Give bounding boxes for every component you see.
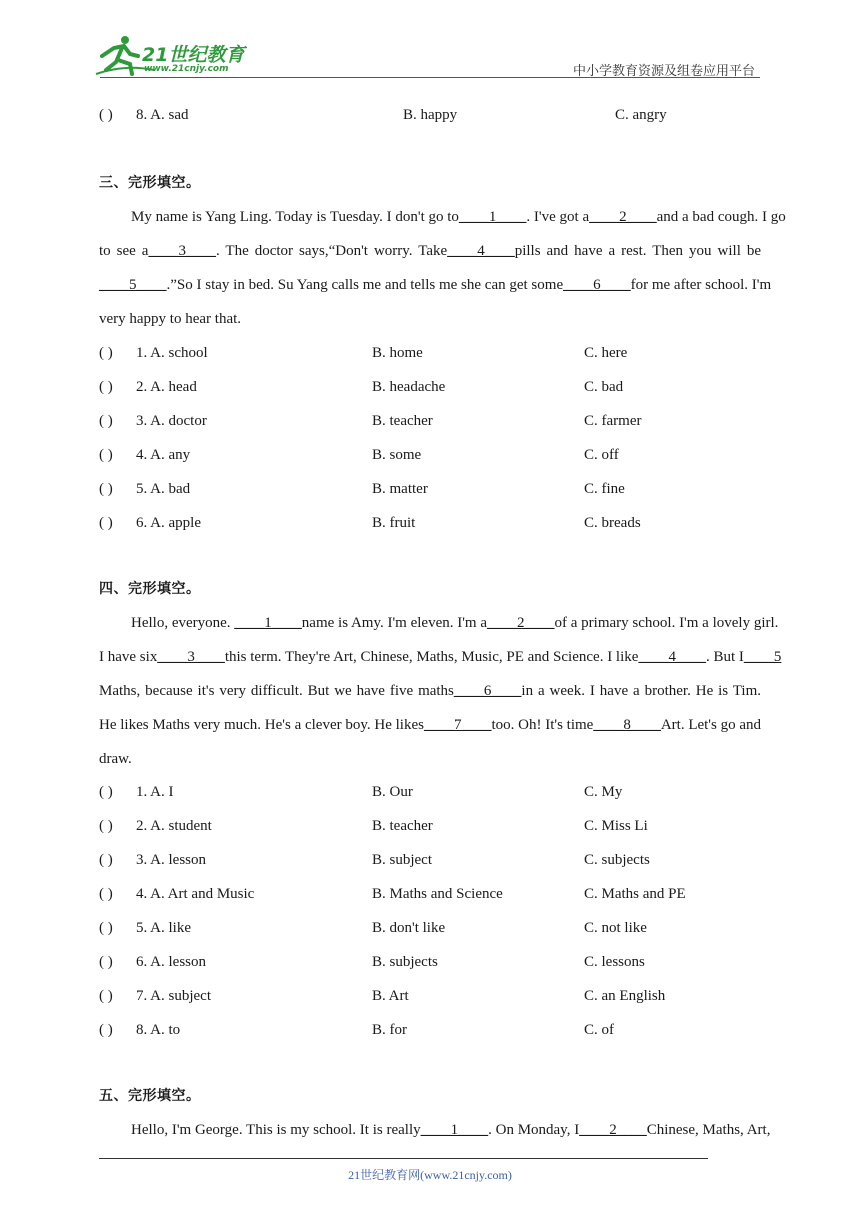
answer-paren[interactable]: ( ) [99,886,113,902]
passage-line: Hello, everyone. ____1____name is Amy. I'm eleven. I'm a____2____of a primary school. I'm a lovely girl. [131,615,779,631]
option-b: B. some [372,447,422,463]
option-a: 4. A. Art and Music [136,886,255,902]
option-c: C. farmer [584,413,642,429]
option-b: B. don't like [372,920,446,936]
passage-line: draw. [99,751,132,767]
answer-paren[interactable]: ( ) [99,954,113,970]
passage-line: He likes Maths very much. He's a clever boy. He likes____7____too. Oh! It's time____8____Art. Let's go and [99,717,762,733]
answer-paren[interactable]: ( ) [99,920,113,936]
answer-paren[interactable]: ( ) [99,818,113,834]
passage-line: My name is Yang Ling. Today is Tuesday. I don't go to____1____. I've got a____2____and a bad cough. I go [131,209,786,225]
option-c: C. fine [584,481,625,497]
option-c: C. bad [584,379,624,395]
option-c: C. angry [615,107,667,123]
passage-line: I have six____3____this term. They're Art, Chinese, Maths, Music, PE and Science. I like____4____. But I____5 [99,649,782,665]
header-divider [100,77,760,78]
blank: ____2____ [487,615,555,631]
option-a: 6. A. apple [136,515,201,531]
option-c: C. lessons [584,954,645,970]
option-c: C. of [584,1022,614,1038]
blank: ____3____ [148,243,216,259]
option-a: 4. A. any [136,447,191,463]
option-b: B. happy [403,107,458,123]
footer-text: 21世纪教育网(www.21cnjy.com) [348,1168,512,1182]
option-c: C. subjects [584,852,650,868]
option-b: B. subjects [372,954,438,970]
blank: ____4____ [638,649,706,665]
blank: ____1____ [458,209,527,225]
option-a: 1. A. school [136,345,208,361]
answer-paren[interactable]: ( ) [99,481,113,497]
option-c: C. here [584,345,628,361]
blank: ____4____ [447,243,515,259]
blank: ____1____ [420,1122,489,1138]
answer-paren[interactable]: ( ) [99,515,113,531]
option-b: B. Maths and Science [372,886,503,902]
option-a: 2. A. student [136,818,212,834]
option-c: C. Maths and PE [584,886,686,902]
option-b: B. subject [372,852,432,868]
blank: ____6____ [563,277,631,293]
option-c: C. breads [584,515,641,531]
option-a: 2. A. head [136,379,197,395]
option-b: B. home [372,345,423,361]
passage-line: ____5____.”So I stay in bed. Su Yang calls me and tells me she can get some____6____for me after school. I'm [99,277,772,293]
option-b: B. headache [372,379,446,395]
option-c: C. an English [584,988,666,1004]
blank: ____5____ [99,277,167,293]
answer-paren[interactable]: ( ) [99,379,113,395]
site-logo [94,34,264,78]
option-b: B. teacher [372,818,433,834]
blank: ____2____ [579,1122,647,1138]
blank: ____2____ [589,209,657,225]
option-a: 3. A. lesson [136,852,207,868]
logo-text: 21世纪教育 [142,44,245,66]
answer-paren[interactable]: ( ) [99,413,113,429]
section-heading: 五、完形填空。 [99,1088,201,1104]
blank: ____6____ [453,683,522,699]
passage-line: Hello, I'm George. This is my school. It is really____1____. On Monday, I____2____Chinese, Maths, Art, [131,1122,771,1138]
passage-line: Maths, because it's very difficult. But we have five maths____6____in a week. I have a brother. He is Tim. [99,683,762,699]
answer-paren[interactable]: ( ) [99,345,113,361]
passage-line: very happy to hear that. [99,311,242,327]
option-a: 1. A. I [136,784,174,800]
option-a: 6. A. lesson [136,954,207,970]
logo-url: www.21cnjy.com [144,64,229,74]
option-c: C. off [584,447,619,463]
option-b: B. fruit [372,515,416,531]
option-c: C. Miss Li [584,818,648,834]
option-c: C. My [584,784,623,800]
blank: ____1____ [234,615,302,631]
option-a: 8. A. sad [136,107,189,123]
passage-line: to see a____3____. The doctor says,“Don't worry. Take____4____pills and have a rest. Then you will be [99,243,761,259]
blank: ____7____ [423,717,492,733]
answer-paren[interactable]: ( ) [99,1022,113,1038]
option-a: 8. A. to [136,1022,181,1038]
header-tagline: 中小学教育资源及组卷应用平台 [572,64,755,79]
blank: ____5 [743,649,782,665]
option-a: 3. A. doctor [136,413,207,429]
answer-paren[interactable]: ( ) [99,784,113,800]
option-c: C. not like [584,920,647,936]
section-heading: 四、完形填空。 [99,581,201,597]
option-b: B. Art [372,988,409,1004]
blank: ____3____ [157,649,225,665]
answer-paren[interactable]: ( ) [99,107,113,123]
option-b: B. teacher [372,413,433,429]
answer-paren[interactable]: ( ) [99,447,113,463]
answer-paren[interactable]: ( ) [99,852,113,868]
option-b: B. Our [372,784,413,800]
option-b: B. for [372,1022,407,1038]
option-b: B. matter [372,481,428,497]
footer-divider [99,1158,708,1159]
option-a: 5. A. bad [136,481,191,497]
option-a: 7. A. subject [136,988,211,1004]
answer-paren[interactable]: ( ) [99,988,113,1004]
option-a: 5. A. like [136,920,191,936]
section-heading: 三、完形填空。 [99,175,201,191]
blank: ____8____ [593,717,661,733]
